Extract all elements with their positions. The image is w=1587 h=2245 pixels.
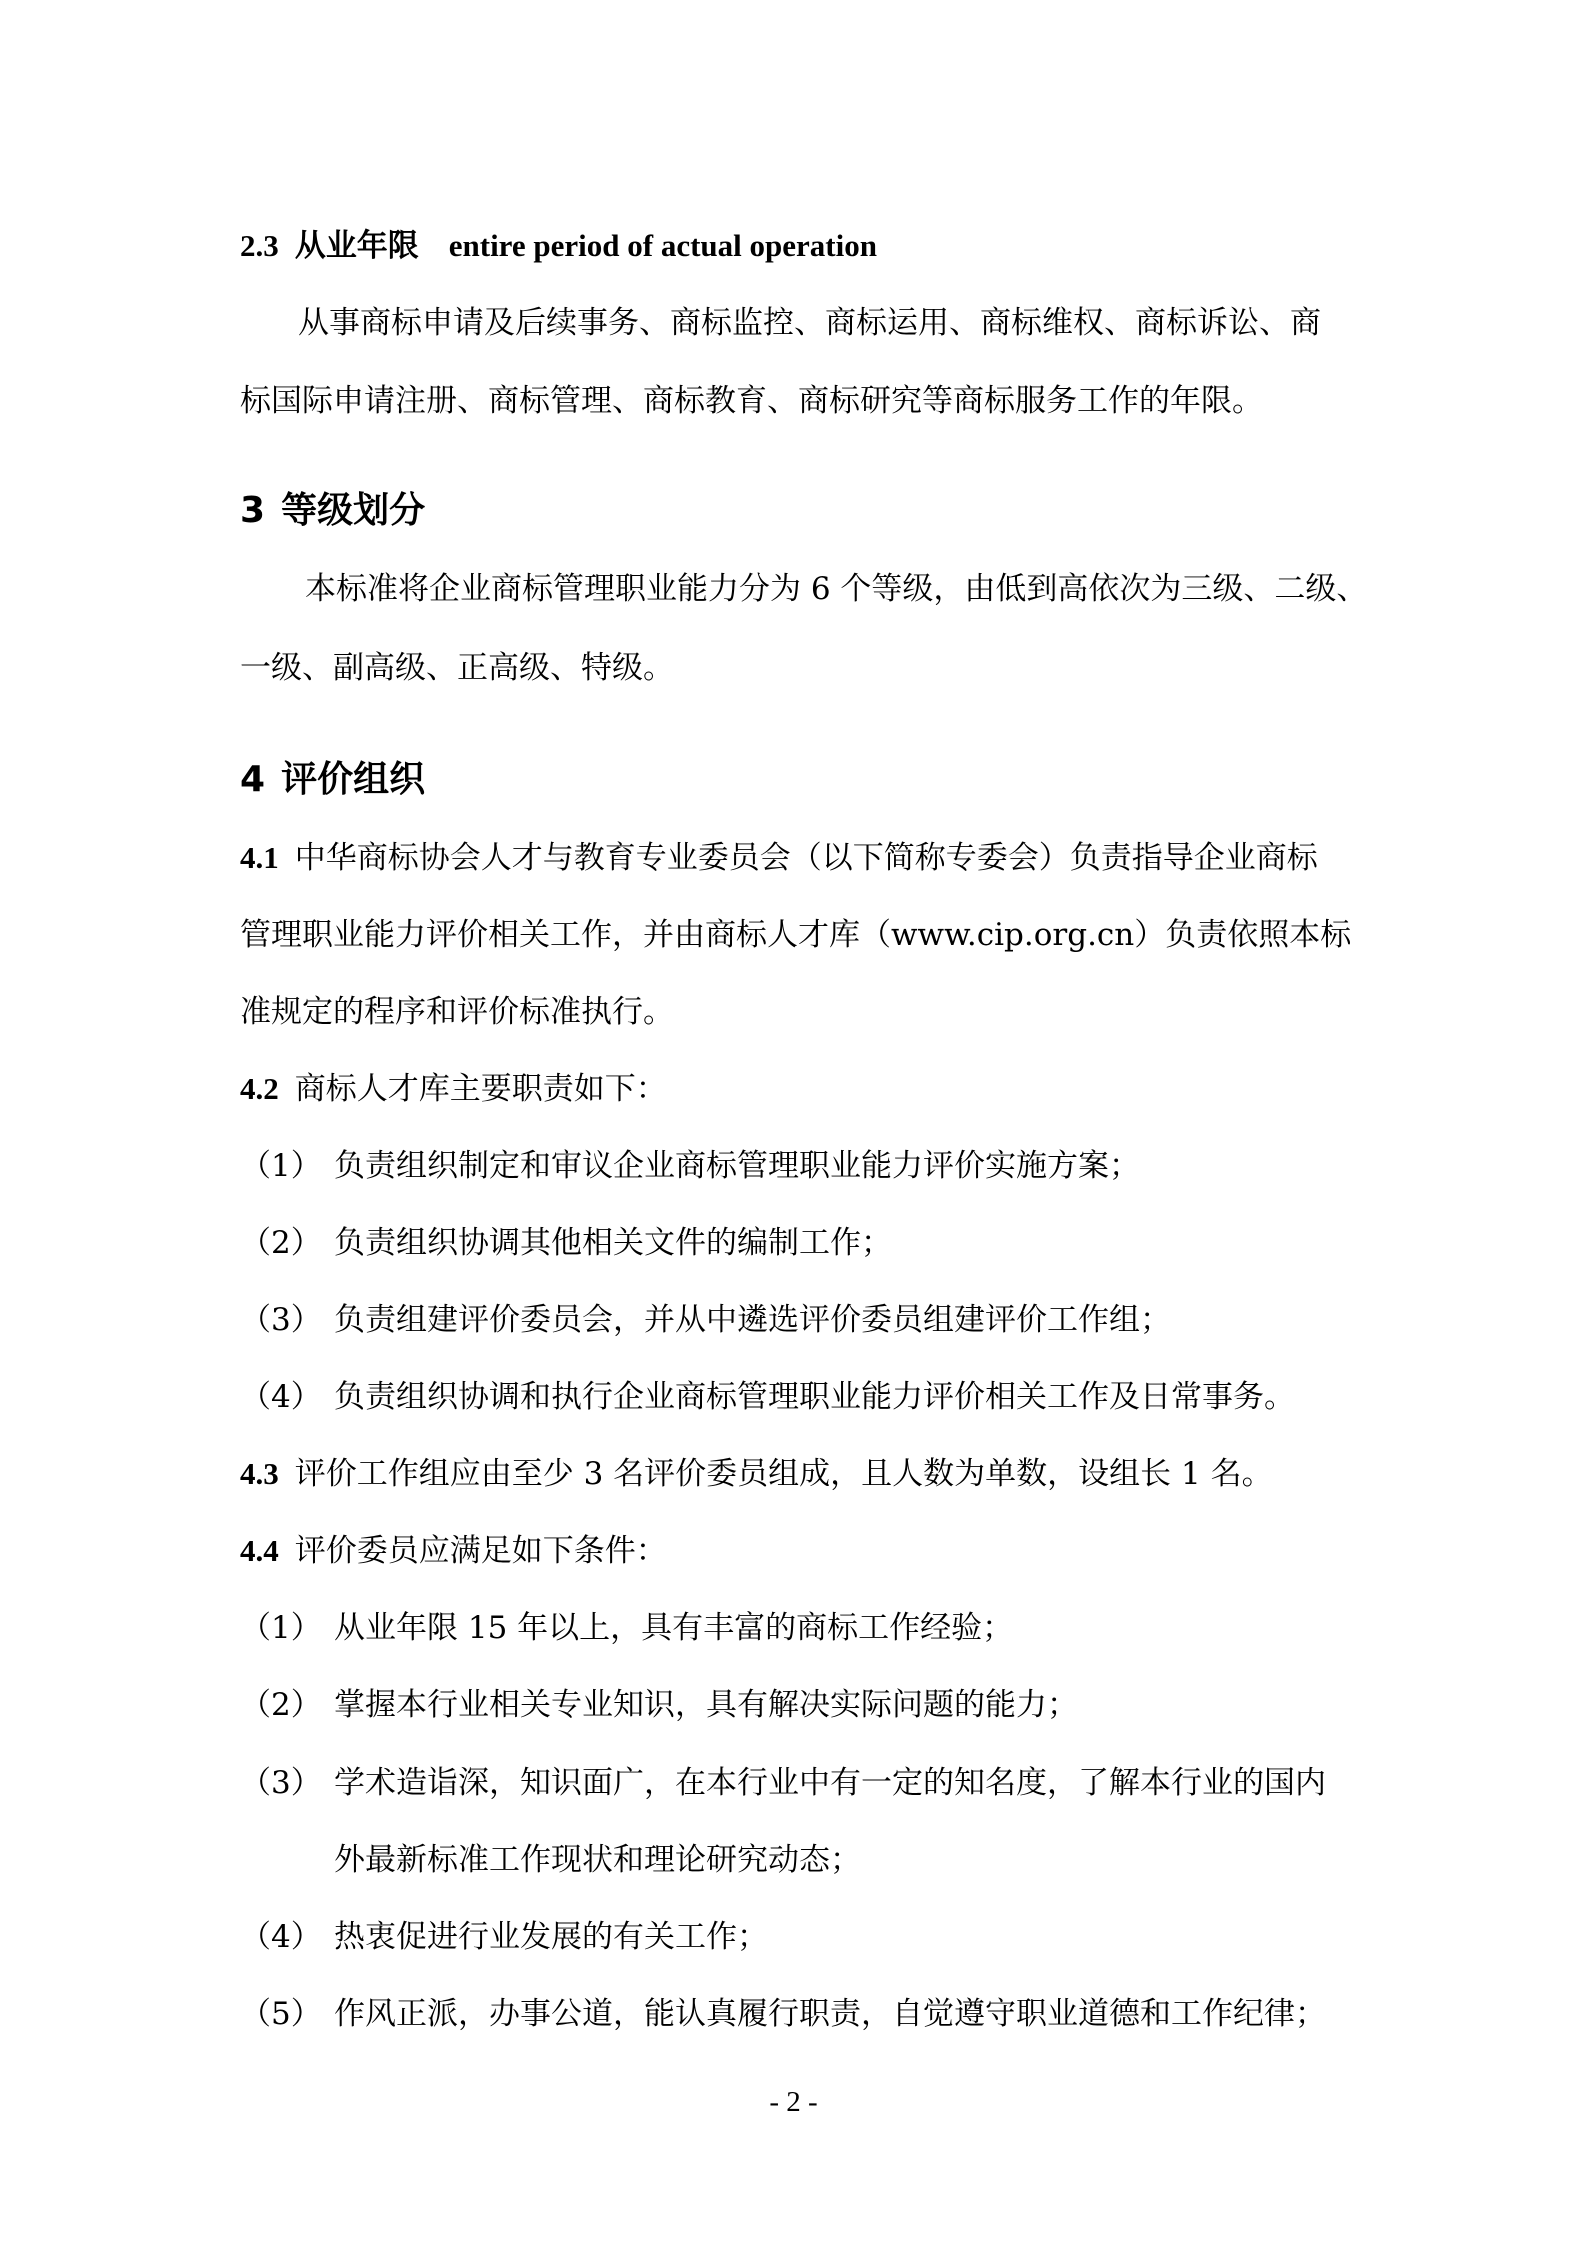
- clause-4-2-number: 4.2: [240, 1071, 279, 1106]
- list-item-text: 从业年限 15 年以上，具有丰富的商标工作经验；: [334, 1610, 1014, 1646]
- clause-4-1-text-1: 中华商标协会人才与教育专业委员会（以下简称专委会）负责指导企业商标: [294, 840, 1318, 876]
- list-item: [240, 1608, 1013, 1648]
- list-item-text: 负责组织协调和执行企业商标管理职业能力评价相关工作及日常事务。: [334, 1379, 1295, 1415]
- section-2-3-heading: [240, 226, 877, 266]
- clause-4-3-line: [240, 1454, 1273, 1494]
- list-item: [240, 1685, 1078, 1725]
- list-item-label: （3）: [240, 1302, 322, 1338]
- list-item-label: （4）: [240, 1379, 322, 1415]
- section-2-3-number: 2.3: [240, 228, 279, 263]
- list-item-label: （2）: [240, 1687, 322, 1723]
- list-item-text: 热衷促进行业发展的有关工作；: [334, 1919, 768, 1955]
- list-item: [240, 1917, 768, 1957]
- section-2-3-title: 从业年限: [294, 228, 419, 264]
- list-item-label: （1）: [240, 1610, 322, 1646]
- section-3-paragraph-line-2: 一级、副高级、正高级、特级。: [240, 650, 674, 686]
- section-4-heading: [240, 757, 425, 803]
- list-item-text: 掌握本行业相关专业知识，具有解决实际问题的能力；: [334, 1687, 1078, 1723]
- list-item-text: 负责组织协调其他相关文件的编制工作；: [334, 1225, 892, 1261]
- list-item-label: （4）: [240, 1919, 322, 1955]
- list-item-label: （3）: [240, 1765, 322, 1801]
- clause-4-2-text: 商标人才库主要职责如下：: [294, 1071, 667, 1107]
- list-item: [240, 1994, 1326, 2034]
- list-item: [240, 1377, 1295, 1417]
- list-item: [240, 1763, 1326, 1803]
- section-3-title: 等级划分: [281, 490, 426, 531]
- list-item-label: （2）: [240, 1225, 322, 1261]
- page-number: - 2 -: [769, 2086, 818, 2118]
- section-3-paragraph-line-1: 本标准将企业商标管理职业能力分为 6 个等级，由低到高依次为三级、二级、: [305, 571, 1368, 607]
- clause-4-4-number: 4.4: [240, 1533, 279, 1568]
- clause-4-4-line: [240, 1531, 667, 1571]
- section-3-heading: [240, 488, 425, 534]
- list-item-label: （5）: [240, 1996, 322, 2032]
- clause-4-2-line: [240, 1069, 667, 1109]
- list-item: [240, 1146, 1140, 1186]
- section-2-3-title-en: entire period of actual operation: [448, 228, 877, 263]
- list-item: [240, 1223, 892, 1263]
- clause-4-3-text: 评价工作组应由至少 3 名评价委员组成，且人数为单数，设组长 1 名。: [294, 1456, 1273, 1492]
- list-item-continuation: 外最新标准工作现状和理论研究动态；: [334, 1842, 861, 1878]
- section-3-number: 3: [240, 490, 266, 531]
- section-4-number: 4: [240, 759, 266, 800]
- list-item: [240, 1300, 1171, 1340]
- clause-4-1-number: 4.1: [240, 840, 279, 875]
- clause-4-1-line-3: 准规定的程序和评价标准执行。: [240, 994, 674, 1030]
- section-2-3-paragraph-line-2: 标国际申请注册、商标管理、商标教育、商标研究等商标服务工作的年限。: [240, 383, 1263, 419]
- clause-4-1-line-1: [240, 838, 1318, 878]
- section-2-3-paragraph-line-1: 从事商标申请及后续事务、商标监控、商标运用、商标维权、商标诉讼、商: [298, 305, 1321, 341]
- list-item-text: 负责组织制定和审议企业商标管理职业能力评价实施方案；: [334, 1148, 1140, 1184]
- clause-4-1-line-2: 管理职业能力评价相关工作，并由商标人才库（www.cip.org.cn）负责依照本标: [240, 917, 1352, 953]
- clause-4-4-text: 评价委员应满足如下条件：: [294, 1533, 667, 1569]
- list-item-text: 学术造诣深，知识面广，在本行业中有一定的知名度，了解本行业的国内: [334, 1765, 1326, 1801]
- list-item-text: 负责组建评价委员会，并从中遴选评价委员组建评价工作组；: [334, 1302, 1171, 1338]
- list-item-text: 作风正派，办事公道，能认真履行职责，自觉遵守职业道德和工作纪律；: [334, 1996, 1326, 2032]
- list-item-label: （1）: [240, 1148, 322, 1184]
- section-4-title: 评价组织: [281, 759, 426, 800]
- clause-4-3-number: 4.3: [240, 1456, 279, 1491]
